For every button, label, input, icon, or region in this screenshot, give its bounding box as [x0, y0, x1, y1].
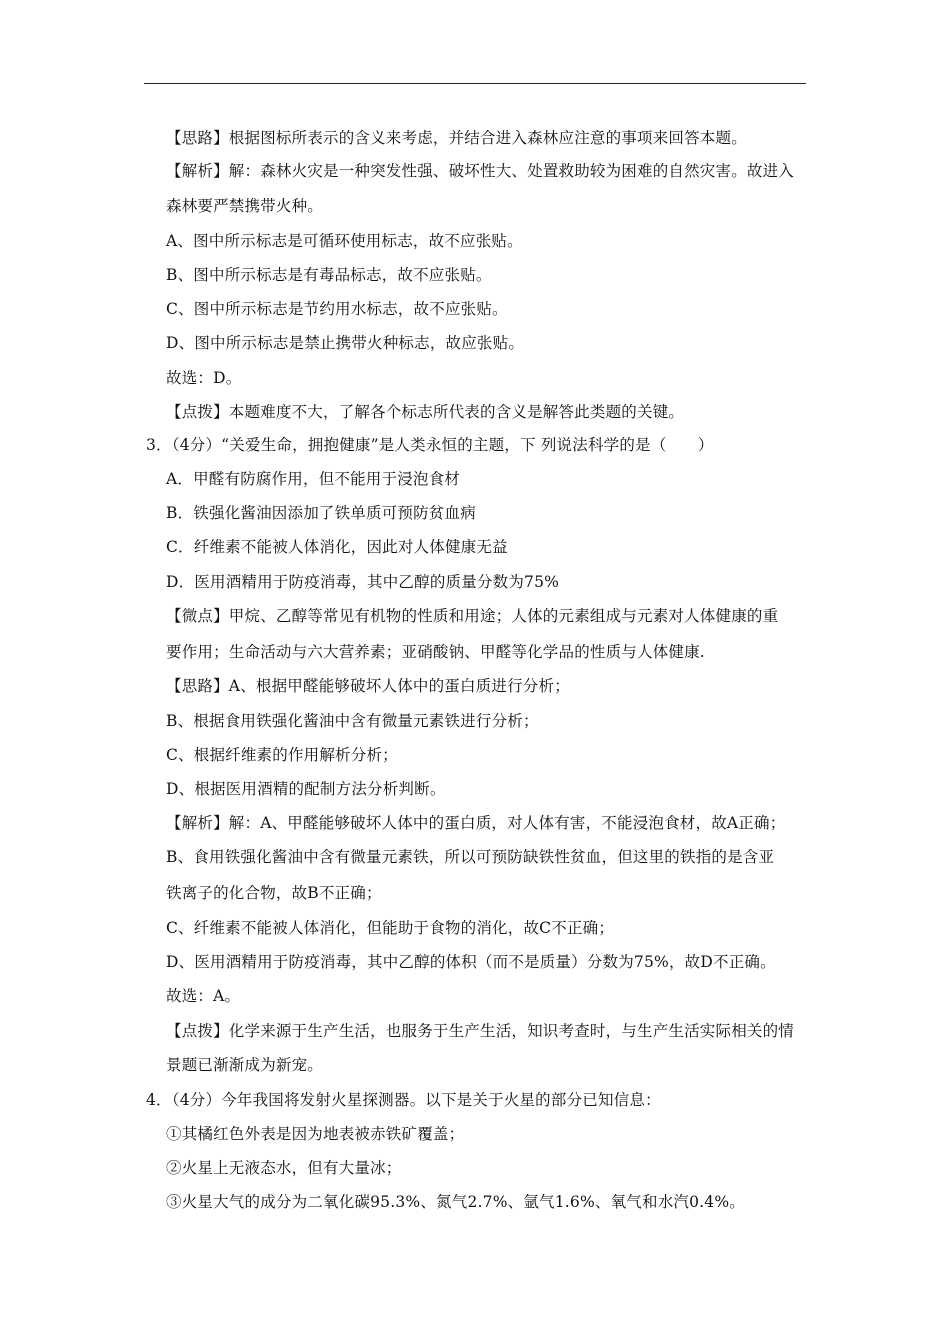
text-line: 故选：D。	[166, 369, 242, 387]
header-rule	[144, 83, 806, 84]
text-line: C、纤维素不能被人体消化，但能助于食物的消化，故C不正确；	[166, 919, 615, 937]
text-line: C、根据纤维素的作用解析分析；	[166, 746, 398, 764]
list-item: ①其橘红色外表是因为地表被赤铁矿覆盖；	[166, 1125, 465, 1143]
text-line: B、根据食用铁强化酱油中含有微量元素铁进行分析；	[166, 712, 539, 730]
list-item: ②火星上无液态水，但有大量冰；	[166, 1159, 402, 1177]
text-line: D、医用酒精用于防疫消毒，其中乙醇的体积（而不是质量）分数为75%，故D不正确。	[166, 953, 776, 971]
question-4-stem: 4．（4分）今年我国将发射火星探测器。以下是关于火星的部分已知信息：	[146, 1091, 661, 1109]
option-c: C．纤维素不能被人体消化，因此对人体健康无益	[166, 538, 508, 556]
text-line: 故选：A。	[166, 987, 241, 1005]
text-line: 【点拨】化学来源于生产生活，也服务于生产生活，知识考查时，与生产生活实际相关的情	[166, 1022, 795, 1040]
text-line: 景题已渐渐成为新宠。	[166, 1056, 324, 1074]
text-line: 【解析】解：A、甲醛能够破坏人体中的蛋白质，对人体有害，不能浸泡食材，故A正确；	[166, 814, 786, 832]
text-line: 铁离子的化合物，故B不正确；	[166, 884, 382, 902]
question-3-stem: 3．（4分）“关爱生命，拥抱健康”是人类永恒的主题，下 列说法科学的是（ ）	[146, 436, 714, 454]
option-a: A．甲醛有防腐作用，但不能用于浸泡食材	[166, 470, 460, 488]
text-line: D、图中所示标志是禁止携带火种标志，故应张贴。	[166, 334, 525, 352]
option-b: B．铁强化酱油因添加了铁单质可预防贫血病	[166, 504, 476, 522]
text-line: 森林要严禁携带火种。	[166, 197, 324, 215]
text-line: 【思路】根据图标所表示的含义来考虑，并结合进入森林应注意的事项来回答本题。	[166, 129, 747, 147]
text-line: 【点拨】本题难度不大，了解各个标志所代表的含义是解答此类题的关键。	[166, 403, 685, 421]
text-line: A、图中所示标志是可循环使用标志，故不应张贴。	[166, 232, 523, 250]
text-line: D、根据医用酒精的配制方法分析判断。	[166, 780, 446, 798]
text-line: C、图中所示标志是节约用水标志，故不应张贴。	[166, 300, 508, 318]
list-item: ③火星大气的成分为二氧化碳95.3%、氮气2.7%、氩气1.6%、氧气和水汽0.4%。	[166, 1193, 745, 1211]
text-line: 要作用；生命活动与六大营养素；亚硝酸钠、甲醛等化学品的性质与人体健康.	[166, 643, 705, 661]
text-line: 【解析】解：森林火灾是一种突发性强、破坏性大、处置救助较为困难的自然灾害。故进入	[166, 162, 795, 180]
option-d: D．医用酒精用于防疫消毒，其中乙醇的质量分数为75%	[166, 573, 560, 591]
text-line: B、食用铁强化酱油中含有微量元素铁，所以可预防缺铁性贫血，但这里的铁指的是含亚	[166, 848, 775, 866]
text-line: 【思路】A、根据甲醛能够破坏人体中的蛋白质进行分析；	[166, 677, 570, 695]
text-line: B、图中所示标志是有毒品标志，故不应张贴。	[166, 266, 492, 284]
text-line: 【微点】甲烷、乙醇等常见有机物的性质和用途；人体的元素组成与元素对人体健康的重	[166, 607, 779, 625]
